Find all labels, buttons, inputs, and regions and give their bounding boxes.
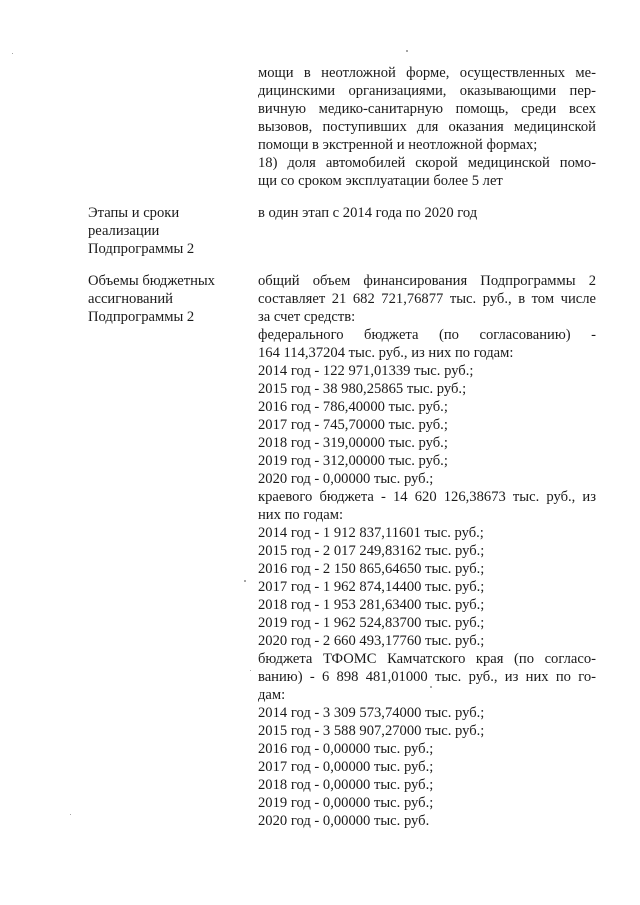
budget-label: Подпрограммы 2 [88, 309, 195, 325]
budget-line: 2015 год - 2 017 249,83162 тыс. руб.; [258, 543, 485, 559]
budget-line: них по годам: [258, 507, 344, 523]
budget-line: 2019 год - 312,00000 тыс. руб.; [258, 453, 448, 469]
budget-line: 2018 год - 319,00000 тыс. руб.; [258, 435, 448, 451]
budget-line: 2019 год - 1 962 524,83700 тыс. руб.; [258, 615, 485, 631]
budget-line: общий объем финансирования Подпрограммы 2 [258, 273, 596, 289]
text-line: щи со сроком эксплуатации более 5 лет [258, 173, 503, 189]
budget-line: 2019 год - 0,00000 тыс. руб.; [258, 795, 434, 811]
budget-line: 2014 год - 3 309 573,74000 тыс. руб.; [258, 705, 485, 721]
scan-speck [244, 580, 246, 582]
scan-speck [70, 814, 71, 815]
stages-label: Подпрограммы 2 [88, 241, 195, 257]
budget-line: 2020 год - 2 660 493,17760 тыс. руб.; [258, 633, 485, 649]
budget-line: 2018 год - 0,00000 тыс. руб.; [258, 777, 434, 793]
budget-line: составляет 21 682 721,76877 тыс. руб., в том числе [258, 291, 596, 307]
budget-line: 2017 год - 1 962 874,14400 тыс. руб.; [258, 579, 485, 595]
budget-line: федерального бюджета (по согласованию) - [258, 327, 596, 343]
budget-line: краевого бюджета - 14 620 126,38673 тыс. руб., из [258, 489, 596, 505]
text-line: вызовов, поступивших для оказания медицинской [258, 119, 596, 135]
budget-line: за счет средств: [258, 309, 356, 325]
budget-label: ассигнований [88, 291, 173, 307]
stages-label: Этапы и сроки [88, 205, 180, 221]
budget-line: 164 114,37204 тыс. руб., из них по годам: [258, 345, 514, 361]
budget-line: 2020 год - 0,00000 тыс. руб.; [258, 471, 434, 487]
budget-line: ванию) - 6 898 481,01000 тыс. руб., из них по го- [258, 669, 596, 685]
budget-line: 2018 год - 1 953 281,63400 тыс. руб.; [258, 597, 485, 613]
budget-line: 2017 год - 0,00000 тыс. руб.; [258, 759, 434, 775]
budget-line: 2015 год - 38 980,25865 тыс. руб.; [258, 381, 467, 397]
budget-line: 2016 год - 0,00000 тыс. руб.; [258, 741, 434, 757]
scan-speck [406, 50, 408, 52]
scan-speck [12, 53, 13, 54]
scan-speck [250, 670, 251, 671]
stages-value: в один этап с 2014 года по 2020 год [258, 205, 478, 221]
text-line: помощи в экстренной и неотложной формах; [258, 137, 538, 153]
budget-line: 2016 год - 786,40000 тыс. руб.; [258, 399, 448, 415]
stages-label: реализации [88, 223, 160, 239]
budget-label: Объемы бюджетных [88, 273, 215, 289]
budget-line: 2017 год - 745,70000 тыс. руб.; [258, 417, 448, 433]
budget-line: бюджета ТФОМС Камчатского края (по согласо- [258, 651, 596, 667]
budget-line: 2014 год - 1 912 837,11601 тыс. руб.; [258, 525, 484, 541]
text-line: вичную медико-санитарную помощь, среди всех [258, 101, 596, 117]
budget-line: 2015 год - 3 588 907,27000 тыс. руб.; [258, 723, 485, 739]
text-line: 18) доля автомобилей скорой медицинской помо- [258, 155, 596, 171]
text-line: мощи в неотложной форме, осуществленных ме- [258, 65, 596, 81]
budget-line: 2014 год - 122 971,01339 тыс. руб.; [258, 363, 474, 379]
budget-line: дам: [258, 687, 286, 703]
budget-line: 2016 год - 2 150 865,64650 тыс. руб.; [258, 561, 485, 577]
budget-line: 2020 год - 0,00000 тыс. руб. [258, 813, 430, 829]
text-line: дицинскими организациями, оказывающими пер- [258, 83, 596, 99]
